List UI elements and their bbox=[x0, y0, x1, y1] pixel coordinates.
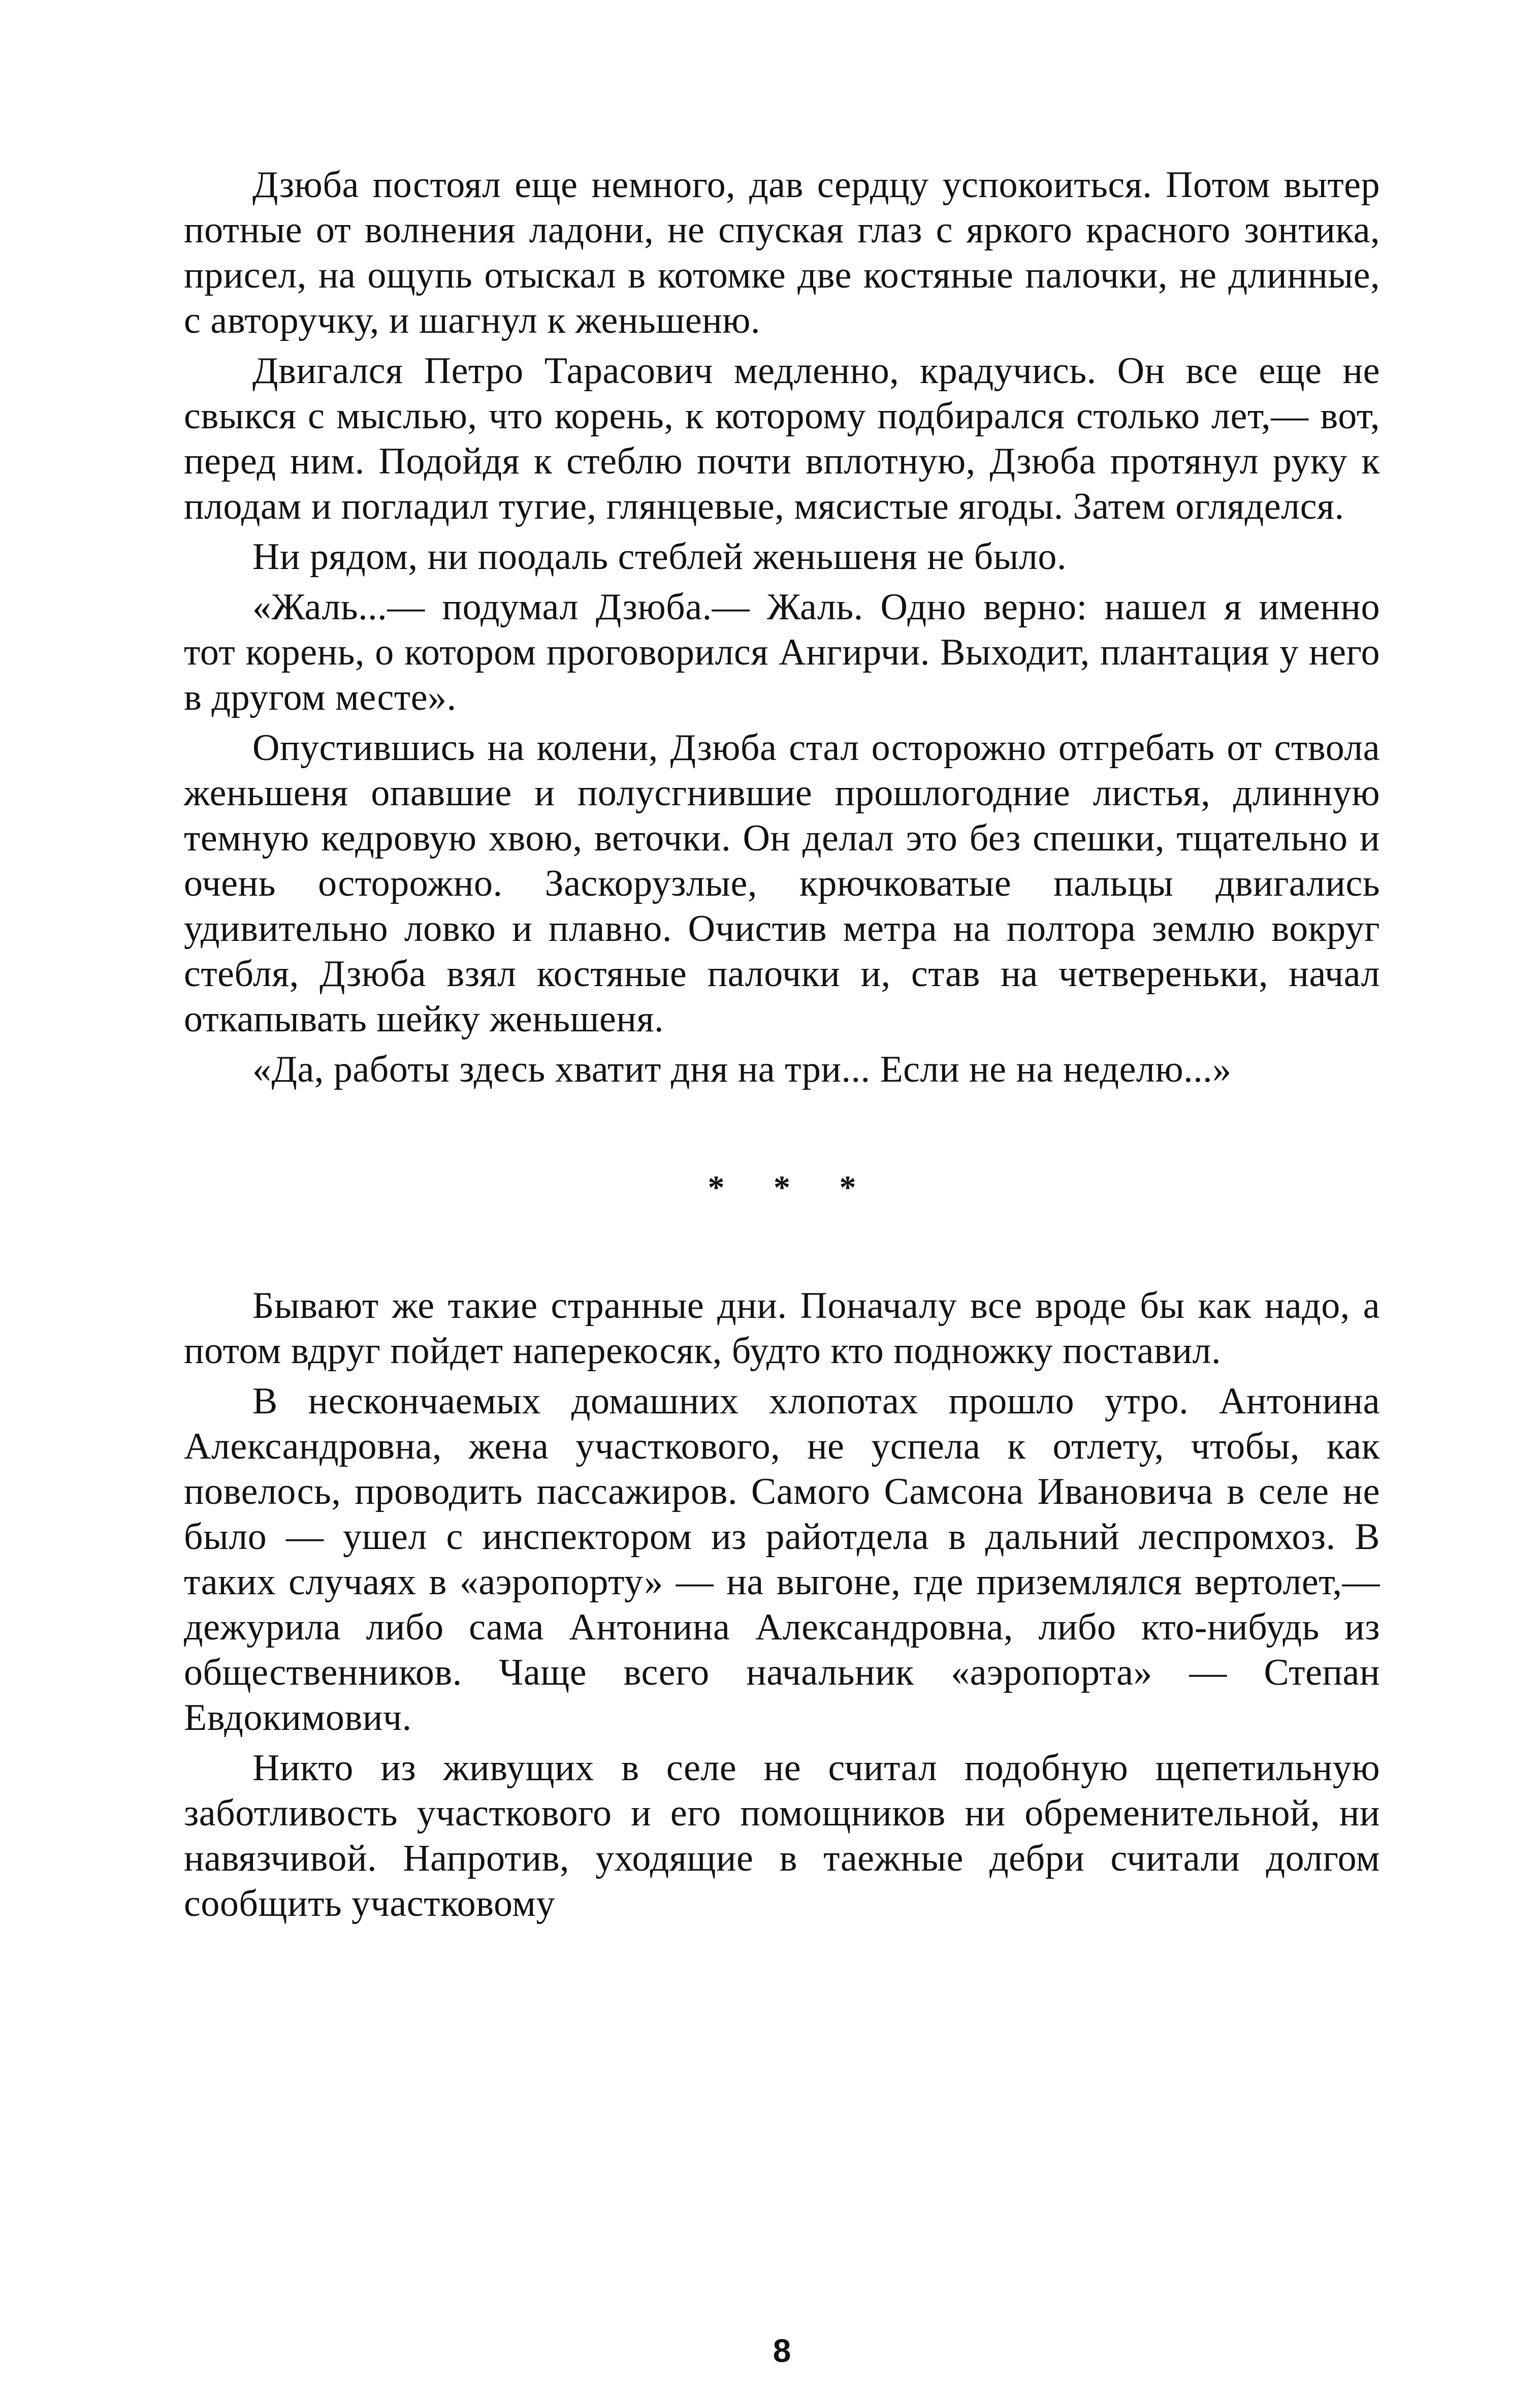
section-one bbox=[184, 163, 1380, 1092]
section-two bbox=[184, 1283, 1380, 1927]
paragraph: Опустившись на колени, Дзюба стал осторожно отгребать от ствола женьшеня опавшие и полусгнившие прошлогодние листья, длинную темную кедровую хвою, веточки. Он делал это без спешки, тщательно и очень осторожно. Заскорузлые, крючковатые пальцы двигались удивительно ловко и плавно. Очистив метра на полтора землю вокруг стебля, Дзюба взял костяные палочки и, став на четвереньки, начал откапывать шейку женьшеня. bbox=[184, 727, 1380, 1040]
paragraph: «Да, работы здесь хватит дня на три... Если не на неделю...» bbox=[252, 1049, 1232, 1090]
paragraph: В нескончаемых домашних хлопотах прошло утро. Антонина Александровна, жена участкового, не успела к отлету, чтобы, как повелось, проводить пассажиров. Самого Самсона Ивановича в селе не было — ушел с инспектором из райотдела в дальний леспромхоз. В таких случаях в «аэропорту» — на выгоне, где приземлялся вертолет,— дежурила либо сама Антонина Александровна, либо кто-нибудь из общественников. Чаще всего начальник «аэропорта» — Степан Евдокимович. bbox=[184, 1380, 1380, 1739]
paragraph: Бывают же такие странные дни. Поначалу все вроде бы как надо, а потом вдруг пойдет наперекосяк, будто кто подножку поставил. bbox=[184, 1285, 1380, 1372]
paragraph: Дзюба постоял еще немного, дав сердцу успокоиться. Потом вытер потные от волнения ладони, не спуская глаз с яркого красного зонтика, присел, на ощупь отыскал в котомке две костяные палочки, не длинные, с авторучку, и шагнул к женьшеню. bbox=[184, 164, 1380, 341]
page-number: 8 bbox=[773, 2332, 791, 2369]
paragraph: «Жаль...— подумал Дзюба.— Жаль. Одно верно: нашел я именно тот корень, о котором проговорился Ангирчи. Выходит, плантация у него в другом месте». bbox=[184, 586, 1380, 718]
paragraph: Никто из живущих в селе не считал подобную щепетильную заботливость участкового и его помощников ни обременительной, ни навязчивой. Напротив, уходящие в таежные дебри считали долгом сообщить участковому bbox=[184, 1747, 1380, 1924]
paragraph: Ни рядом, ни поодаль стеблей женьшеня не было. bbox=[252, 536, 1067, 578]
paragraph: Двигался Петро Тарасович медленно, крадучись. Он все еще не свыкся с мыслью, что корень, к которому подбирался столько лет,— вот, перед ним. Подойдя к стеблю почти вплотную, Дзюба протянул руку к плодам и погладил тугие, глянцевые, мясистые ягоды. Затем огляделся. bbox=[184, 350, 1380, 527]
section-separator: * * * bbox=[708, 1169, 877, 1206]
book-page bbox=[184, 163, 1380, 2369]
